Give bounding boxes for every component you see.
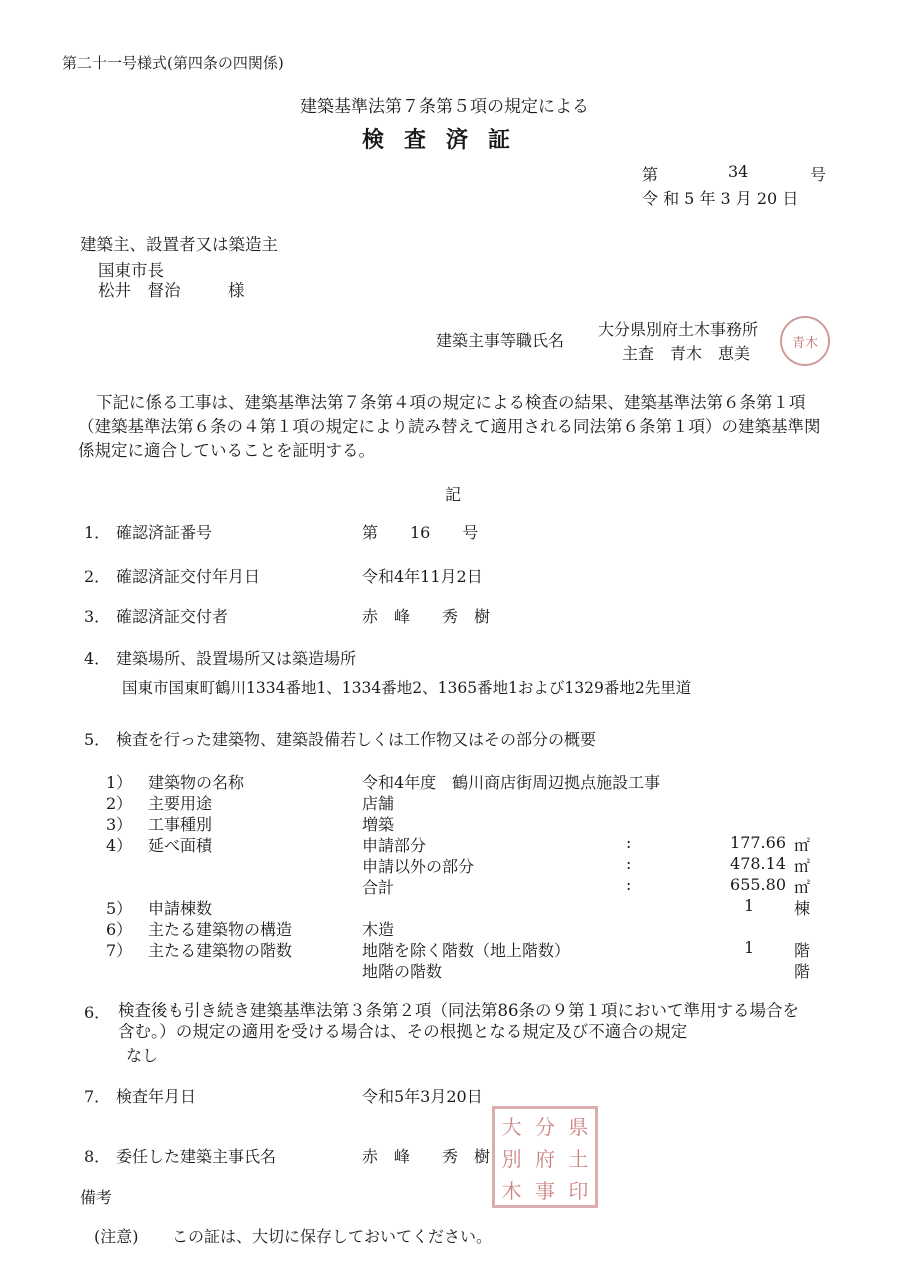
area-row-1-label: 申請部分 <box>362 836 427 855</box>
summary-7-row2: 地階の階数 <box>362 962 443 981</box>
item-2-value: 令和4年11月2日 <box>362 567 483 586</box>
area-row-3-colon: : <box>626 875 632 894</box>
document-title: 検査済証 <box>362 127 531 153</box>
summary-6-num: 6） <box>106 920 133 939</box>
area-row-3-label: 合計 <box>362 878 395 897</box>
official-seal: 大 分 県 別 府 土 木 事 印 <box>492 1106 598 1208</box>
summary-1-label: 建築物の名称 <box>148 773 245 792</box>
item-8-value: 赤 峰 秀 樹 <box>362 1147 491 1166</box>
item-4-label: 建築場所、設置場所又は築造場所 <box>116 649 357 668</box>
summary-5-value: 1 <box>744 896 755 915</box>
area-row-2-colon: : <box>626 854 632 873</box>
item-3-num: 3． <box>84 607 111 626</box>
issue-date: 令 和 5 年 3 月 20 日 <box>642 189 799 208</box>
inspector-label: 建築主事等職氏名 <box>436 331 565 350</box>
form-label: 第二十一号様式(第四条の四関係) <box>62 54 284 72</box>
remarks-label: 備考 <box>80 1188 113 1207</box>
note-label: (注意) <box>94 1227 139 1246</box>
area-row-1-colon: : <box>626 833 632 852</box>
item-6-value: なし <box>126 1046 159 1065</box>
item-6-text: 検査後も引き続き建築基準法第３条第２項（同法第86条の９第１項において準用する場合を含む。）の規定の適用を受ける場合は、その根拠となる規定及び不適合の規定 <box>118 1001 799 1041</box>
summary-2-num: 2） <box>106 794 133 813</box>
summary-3-num: 3） <box>106 815 133 834</box>
summary-7-row1-value: 1 <box>744 938 755 957</box>
summary-6-label: 主たる建築物の構造 <box>148 920 293 939</box>
item-5-num: 5． <box>84 730 111 749</box>
summary-7-label: 主たる建築物の階数 <box>148 941 293 960</box>
subtitle: 建築基準法第７条第５項の規定による <box>300 97 589 117</box>
item-1-value: 第 16 号 <box>362 523 479 542</box>
summary-5-num: 5） <box>106 899 133 918</box>
item-8-label: 委任した建築主事氏名 <box>116 1147 277 1166</box>
certificate-number-prefix: 第 <box>642 165 659 184</box>
owner-name: 松井 督治 <box>98 281 181 300</box>
item-2-num: 2． <box>84 567 111 586</box>
summary-5-unit: 棟 <box>794 899 811 918</box>
summary-2-value: 店舗 <box>362 794 395 813</box>
item-7-label: 検査年月日 <box>116 1087 197 1106</box>
summary-4-num: 4） <box>106 836 133 855</box>
item-5-label: 検査を行った建築物、建築設備若しくは工作物又はその部分の概要 <box>116 730 597 749</box>
area-row-2-unit: ㎡ <box>794 857 811 876</box>
summary-7-row1: 地階を除く階数（地上階数） <box>362 941 571 960</box>
area-row-3-value: 655.80 <box>730 875 786 894</box>
certificate-number: 34 <box>728 162 749 181</box>
item-2-label: 確認済証交付年月日 <box>116 567 261 586</box>
summary-3-label: 工事種別 <box>148 815 213 834</box>
item-1-label: 確認済証番号 <box>116 523 213 542</box>
summary-7-unit2: 階 <box>794 962 811 981</box>
note-text: この証は、大切に保存しておいてください。 <box>172 1227 493 1246</box>
summary-1-value: 令和4年度 鶴川商店街周辺拠点施設工事 <box>362 773 661 792</box>
summary-4-label: 延べ面積 <box>148 836 213 855</box>
item-7-num: 7． <box>84 1087 111 1106</box>
summary-5-label: 申請棟数 <box>148 899 213 918</box>
item-7-value: 令和5年3月20日 <box>362 1087 483 1106</box>
owner-honorific: 様 <box>228 281 245 300</box>
item-4-num: 4． <box>84 649 111 668</box>
inspector-name: 主査 青木 恵美 <box>622 344 751 363</box>
item-1-num: 1． <box>84 523 111 542</box>
item-8-num: 8． <box>84 1147 111 1166</box>
summary-7-unit1: 階 <box>794 941 811 960</box>
summary-2-label: 主要用途 <box>148 794 213 813</box>
summary-3-value: 増築 <box>362 815 395 834</box>
item-6-num: 6． <box>84 1003 111 1022</box>
item-3-label: 確認済証交付者 <box>116 607 229 626</box>
inspector-seal: 青木 <box>780 316 830 366</box>
area-row-2-label: 申請以外の部分 <box>362 857 475 876</box>
certification-text: 下記に係る工事は、建築基準法第７条第４項の規定による検査の結果、建築基準法第６条第１項 （建築基準法第６条の４第１項の規定により読み替えて適用される同法第６条第１項）の建築基準関係規定に適合していることを証明する。 <box>78 393 821 460</box>
area-row-2-value: 478.14 <box>730 854 786 873</box>
area-row-3-unit: ㎡ <box>794 878 811 897</box>
certificate-number-suffix: 号 <box>810 165 827 184</box>
area-row-1-value: 177.66 <box>730 833 786 852</box>
summary-7-num: 7） <box>106 941 133 960</box>
area-row-1-unit: ㎡ <box>794 836 811 855</box>
item-3-value: 赤 峰 秀 樹 <box>362 607 491 626</box>
summary-1-num: 1） <box>106 773 133 792</box>
inspector-org: 大分県別府土木事務所 <box>598 320 759 339</box>
item-4-value: 国東市国東町鶴川1334番地1、1334番地2、1365番地1および1329番地2先里道 <box>122 679 692 697</box>
owner-line1: 国東市長 <box>98 261 164 280</box>
ki-heading: 記 <box>445 485 462 504</box>
owner-label: 建築主、設置者又は築造主 <box>80 235 278 254</box>
summary-6-value: 木造 <box>362 920 395 939</box>
